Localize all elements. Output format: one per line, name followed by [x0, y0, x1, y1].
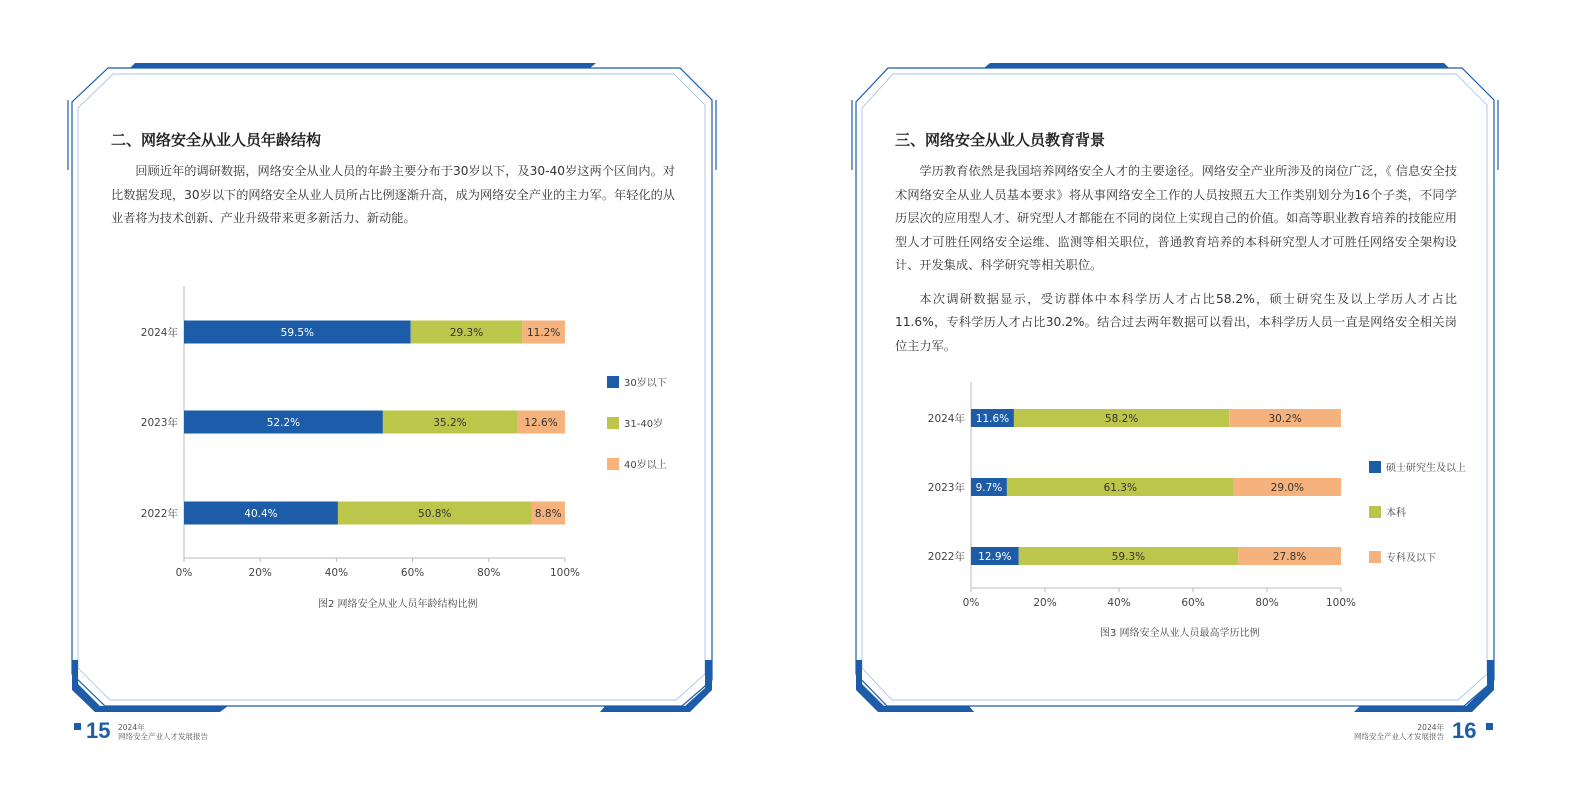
section-title: 二、网络安全从业人员年龄结构 — [111, 131, 322, 149]
footer-title: 网络安全产业人才发展报告 — [1354, 732, 1444, 741]
data-label: 27.8% — [1272, 551, 1307, 563]
x-tick-label: 60% — [1181, 597, 1205, 609]
footer-square-icon — [74, 723, 81, 730]
category-label: 2023年 — [927, 482, 965, 494]
data-label: 52.2% — [266, 417, 301, 429]
footer-label — [118, 723, 208, 741]
legend-label: 专科及以下 — [1386, 553, 1436, 564]
data-label: 30.2% — [1268, 413, 1302, 425]
paragraph: 回顾近年的调研数据，网络安全从业人员的年龄主要分布于30岁以下，及30-40岁这两个区间内。对比数据发现，30岁以下的网络安全从业人员所占比例逐渐升高，成为网络安全产业的主力军。年轻化的从业者将为技术创新、产业升级带来更多新活力、新动能。 — [111, 164, 675, 225]
legend-swatch — [607, 376, 619, 388]
right-page — [794, 0, 1587, 793]
figure-caption: 图2 网络安全从业人员年龄结构比例 — [318, 599, 478, 610]
category-label: 2024年 — [927, 413, 965, 425]
data-label: 35.2% — [433, 417, 467, 429]
x-tick-label: 0% — [175, 567, 193, 579]
legend-label: 本科 — [1386, 508, 1406, 519]
figure-caption: 图3 网络安全从业人员最高学历比例 — [1100, 628, 1260, 639]
body-text — [111, 160, 675, 231]
footer-title: 网络安全产业人才发展报告 — [118, 732, 208, 741]
data-label: 50.8% — [418, 508, 452, 520]
legend-swatch — [607, 458, 619, 470]
category-label: 2022年 — [140, 508, 178, 520]
data-label: 59.5% — [280, 327, 315, 339]
data-label: 58.2% — [1104, 413, 1139, 425]
legend-swatch — [1369, 551, 1381, 563]
body-text — [895, 160, 1457, 358]
legend-swatch — [1369, 461, 1381, 473]
education-chart — [794, 370, 1587, 620]
page-number: 15 — [86, 718, 111, 743]
x-tick-label: 0% — [962, 597, 980, 609]
x-tick-label: 40% — [324, 567, 349, 579]
footer-label — [1354, 723, 1444, 741]
data-label: 40.4% — [244, 508, 278, 520]
footer-square-icon — [1486, 723, 1493, 730]
x-tick-label: 20% — [1033, 597, 1057, 609]
legend-label: 40岁以上 — [624, 460, 667, 471]
data-label: 12.6% — [524, 417, 558, 429]
data-label: 8.8% — [534, 508, 562, 520]
legend-swatch — [607, 417, 619, 429]
legend-label: 31-40岁 — [624, 419, 664, 430]
x-tick-label: 20% — [248, 567, 272, 579]
x-tick-label: 100% — [1325, 597, 1357, 609]
data-label: 29.3% — [449, 327, 484, 339]
data-label: 12.9% — [978, 551, 1012, 563]
data-label: 11.2% — [526, 327, 561, 339]
legend-swatch — [1369, 506, 1381, 518]
section-title: 三、网络安全从业人员教育背景 — [895, 131, 1106, 149]
left-page — [0, 0, 793, 793]
footer-year: 2024年 — [1417, 723, 1444, 732]
data-label: 11.6% — [975, 413, 1010, 425]
x-tick-label: 100% — [549, 567, 581, 579]
footer-year: 2024年 — [118, 723, 145, 732]
data-label: 9.7% — [975, 482, 1003, 494]
x-tick-label: 80% — [477, 567, 501, 579]
page-number: 16 — [1452, 718, 1477, 743]
x-tick-label: 60% — [400, 567, 425, 579]
category-label: 2024年 — [140, 327, 178, 339]
data-label: 61.3% — [1103, 482, 1137, 494]
paragraph: 学历教育依然是我国培养网络安全人才的主要途径。网络安全产业所涉及的岗位广泛，《 信息安全技术网络安全从业人员基本要求》将从事网络安全工作的人员按照五大工作类别划分为16个子类，不同学历层次的应用型人才、研究型人才都能在不同的岗位上实现自己的价值。如高等职业教育培养的技能应用型人才可胜任网络安全运维、监测等相关职位，普通教育培养的本科研究型人才可胜任网络安全架构设计、开发集成、科学研究等相关职位。 — [895, 164, 1457, 272]
legend-label: 30岁以下 — [624, 378, 667, 389]
legend-label: 硕士研究生及以上 — [1386, 463, 1466, 474]
x-tick-label: 80% — [1255, 597, 1279, 609]
category-label: 2023年 — [140, 417, 178, 429]
data-label: 29.0% — [1270, 482, 1305, 494]
data-label: 59.3% — [1111, 551, 1146, 563]
age-structure-chart — [0, 270, 793, 590]
paragraph: 本次调研数据显示，受访群体中本科学历人才占比58.2%，硕士研究生及以上学历人才占比11.6%，专科学历人才占比30.2%。结合过去两年数据可以看出，本科学历人员一直是网络安全相关岗位主力军。 — [895, 291, 1457, 353]
category-label: 2022年 — [927, 551, 965, 563]
x-tick-label: 40% — [1107, 597, 1131, 609]
